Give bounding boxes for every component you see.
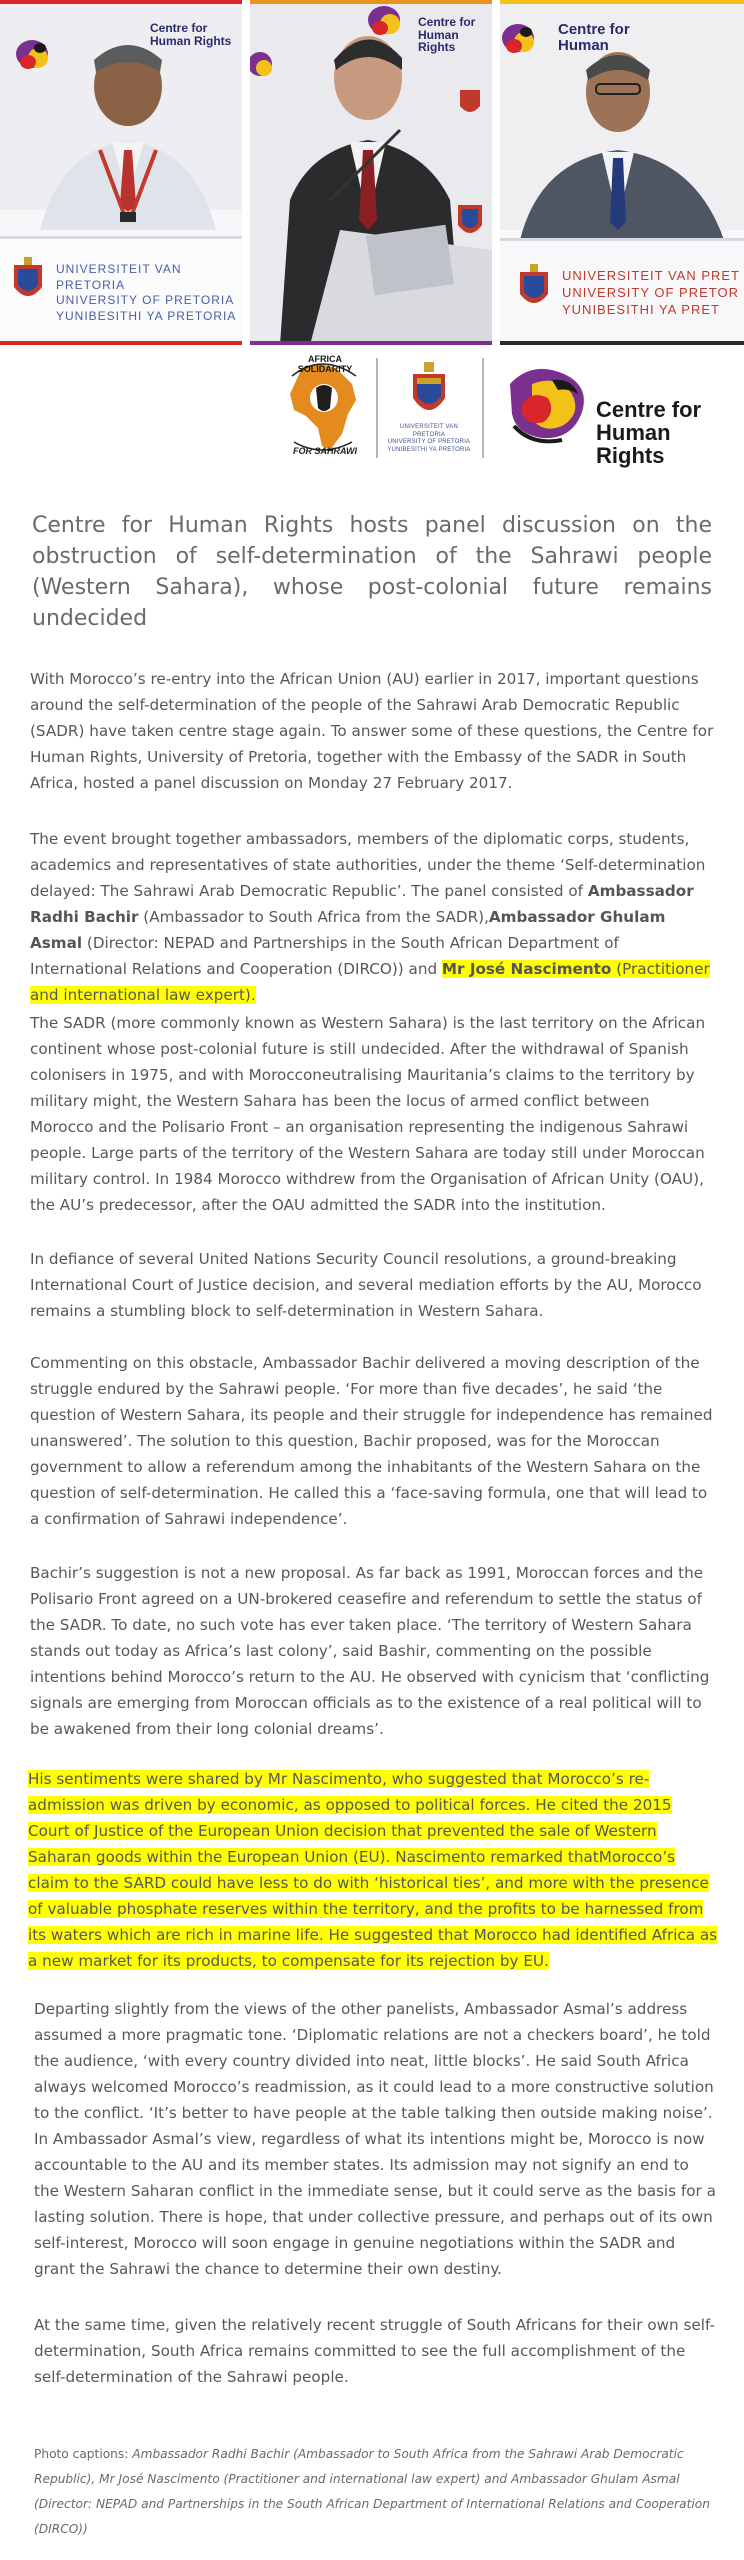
photo-2-backdrop-text-top	[418, 16, 492, 54]
photo-3-backdrop-line-2: Human	[558, 36, 609, 54]
photo-3-top-edge	[500, 0, 744, 4]
panelist-asmal: Ambassador Ghulam Asmal	[30, 908, 666, 952]
paragraph-asmal-address: Departing slightly from the views of the other panelists, Ambassador Asmal’s address assumed a more pragmatic tone. ‘Diplomatic relations are not a checkers board’, he told the audience, ‘with every country divided into neat, little blocks’. He said South Africa always welcomed Morocco’s readmission, as it could lead to a more constructive solution to the conflict. ‘It’s better to have people at the table talking then outside making noise’. In Ambassador Asmal’s view, regardless of what its intentions might be, Morocco is now accountable to the AU and its member states. Its admission may not signify an end to the Western Saharan conflict in the immediate sense, but it could serve as the basis for a lasting solution. There is hope, that under collective pressure, and perhaps out of its own self-interest, Morocco will soon engage in genuine negotiations within the SADR and grant the Sahrawi the chance to determine their own destiny.	[34, 2000, 716, 2278]
photo-1-backdrop-text	[150, 22, 231, 47]
africa-solidarity-bottom-text: FOR SAHRAWI	[293, 446, 357, 456]
photo-2-bottom-edge	[250, 341, 492, 345]
chr-line-2: Human Rights	[596, 420, 671, 469]
photo-2-backdrop-line-2: Human Rights	[418, 27, 459, 55]
photo-1-top-edge	[0, 0, 242, 4]
photo-3-uni-line-2: UNIVERSITY OF PRETOR	[562, 284, 739, 300]
paragraph-sadr-background: The SADR (more commonly known as Western Sahara) is the last territory on the African continent whose post-colonial future is still undecided. After the withdrawal of Spanish colonisers in 1975, and with Morocconeutralising Mauritania’s claims to the territory by military might, the Western Sahara has been the locus of armed conflict between Morocco and the Polisario Front – an organisation representing the indigenous Sahrawi people. Large parts of the territory of the Western Sahara are today still under Moroccan military control. In 1984 Morocco withdrew from the Organisation of African Unity (OAU), the AU’s predecessor, after the OAU admitted the SADR into the institution.	[30, 1014, 706, 1214]
nascimento-highlighted-text: His sentiments were shared by Mr Nascimento, who suggested that Morocco’s re-admission was driven by economic, as opposed to political forces. He cited the 2015 Court of Justice of the European Union decision that prevented the sale of Western Saharan goods within the European Union (EU). Nascimento remarked thatMorocco’s claim to the SARD could have less to do with ‘historical ties’, and more with the presence of valuable phosphate reserves within the territory, and the profits to be harnessed from its waters which are rich in marine life. He suggested that Morocco had identified Africa as a new market for its products, to compensate for its rejection by EU.	[28, 1770, 718, 1970]
photo-1-uni-line-2: UNIVERSITY OF PRETORIA	[56, 293, 235, 308]
paragraph-intro: With Morocco’s re-entry into the African Union (AU) earlier in 2017, important questions around the self-determination of the people of the Sahrawi Arab Democratic Republic (SADR) have taken centre stage again. To answer some of these questions, the Centre for Human Rights, University of Pretoria, together with the Embassy of the SADR in South Africa, hosted a panel discussion on Monday 27 February 2017.	[30, 670, 714, 792]
photo-ambassador-asmal	[500, 0, 744, 345]
photo-1-bottom-edge	[0, 341, 242, 345]
caption-label: Photo captions:	[34, 2447, 133, 2461]
photo-3-uni-line-1: UNIVERSITEIT VAN PRET	[562, 268, 740, 283]
paragraph-south-africa-commitment: At the same time, given the relatively recent struggle of South Africans for their own self-determination, South Africa remains committed to see the full accomplishment of the self-determination of the Sahrawi people.	[34, 2316, 715, 2386]
photo-1-uni-line-3: YUNIBESITHI YA PRETORIA	[56, 308, 237, 323]
panel-text-1: The event brought together ambassadors, members of the diplomatic corps, students, academics and representatives of state authorities, under the theme ‘Self-determination delayed: The Sahrawi Arab Democratic Republic’. The panel consisted of	[30, 830, 706, 900]
paragraph-proposal-history: Bachir’s suggestion is not a new proposal. As far back as 1991, Moroccan forces and the Polisario Front agreed on a UN-brokered ceasefire and referendum to settle the status of the SADR. To date, no such vote has ever taken place. ‘The territory of Western Sahara stands out today as Africa’s last colony’, said Bashir, commenting on the possible intentions behind Morocco’s return to the AU. He observed with cynicism that ‘conflicting signals are emerging from Moroccan officials as to the existence of a real political will to be awakened from their long colonial dreams’.	[30, 1564, 710, 1738]
panelist-bachir: Ambassador Radhi Bachir	[30, 882, 694, 926]
photo-strip	[0, 0, 744, 345]
photo-1-uni-line-1: UNIVERSITEIT VAN PRETORIA	[56, 262, 182, 292]
photo-caption	[34, 2442, 714, 2542]
centre-for-human-rights-logo-text	[596, 398, 744, 467]
photo-1-backdrop-line-1: Centre for	[150, 21, 208, 35]
photo-3-uni-line-3: YUNIBESITHI YA PRET	[562, 301, 720, 317]
photo-3-backdrop-line-1: Centre for	[558, 21, 630, 38]
photo-2-top-edge	[250, 0, 492, 4]
centre-for-human-rights-logo-mark	[502, 364, 598, 450]
panel-text-4-highlighted: (Practitioner and international law expert).	[30, 960, 710, 1004]
paragraph-defiance: In defiance of several United Nations Security Council resolutions, a ground-breaking International Court of Justice decision, and several mediation efforts by the AU, Morocco remains a stumbling block to self-determination in Western Sahara.	[30, 1250, 702, 1320]
panelist-nascimento: Mr José Nascimento	[441, 960, 612, 978]
article-headline: Centre for Human Rights hosts panel discussion on the obstruction of self-determination of the Sahrawi people (Western Sahara), whose post-colonial future remains undecided	[32, 513, 712, 631]
up-line-2: UNIVERSITY OF PRETORIA	[387, 439, 471, 445]
panel-text-2: (Ambassador to South Africa from the SADR),	[138, 908, 489, 926]
logo-divider-1	[376, 358, 378, 458]
photo-3-backdrop-text	[558, 22, 630, 54]
up-line-3: YUNIBESITHI YA PRETORIA	[387, 446, 471, 453]
photo-3-bottom-edge	[500, 341, 744, 345]
africa-solidarity-top-text: AFRICA SOLIDARITY	[297, 354, 353, 374]
photo-2-backdrop-line-1: Centre for	[418, 15, 476, 29]
caption-text: Ambassador Radhi Bachir (Ambassador to South Africa from the Sahrawi Arab Democratic Republic), Mr José Nascimento (Practitioner and international law expert) and Ambassador Ghulam Asmal (Director: NEPAD and Partnerships in the South African Department of International Relations and Cooperation (DIRCO))	[34, 2447, 710, 2536]
photo-1-university-text	[56, 262, 242, 324]
panel-text-3: (Director: NEPAD and Partnerships in the South African Department of International Relations and Cooperation (DIRCO)) and	[30, 934, 619, 978]
up-line-1: UNIVERSITEIT VAN PRETORIA	[400, 424, 458, 438]
paragraph-panel	[30, 826, 716, 1008]
photo-mr-nascimento	[250, 0, 492, 345]
logo-divider-2	[482, 358, 484, 458]
paragraph-bachir-comment: Commenting on this obstacle, Ambassador Bachir delivered a moving description of the struggle endured by the Sahrawi people. ‘For more than five decades’, he said ‘the question of Western Sahara, its people and their struggle for independence has remained unanswered’. The solution to this question, Bachir proposed, was for the Moroccan government to allow a referendum among the inhabitants of the Western Sahara on the question of self-determination. He called this a ‘face-saving formula, one that will lead to a confirmation of Sahrawi independence’.	[30, 1354, 713, 1528]
chr-line-1: Centre for	[596, 397, 702, 422]
photo-1-backdrop-line-2: Human Rights	[150, 33, 232, 48]
university-of-pretoria-crest	[411, 362, 447, 422]
university-of-pretoria-text	[384, 424, 474, 454]
photo-ambassador-bachir	[0, 0, 242, 345]
photo-3-university-text	[562, 268, 740, 319]
paragraph-nascimento-highlighted	[28, 1766, 718, 1974]
